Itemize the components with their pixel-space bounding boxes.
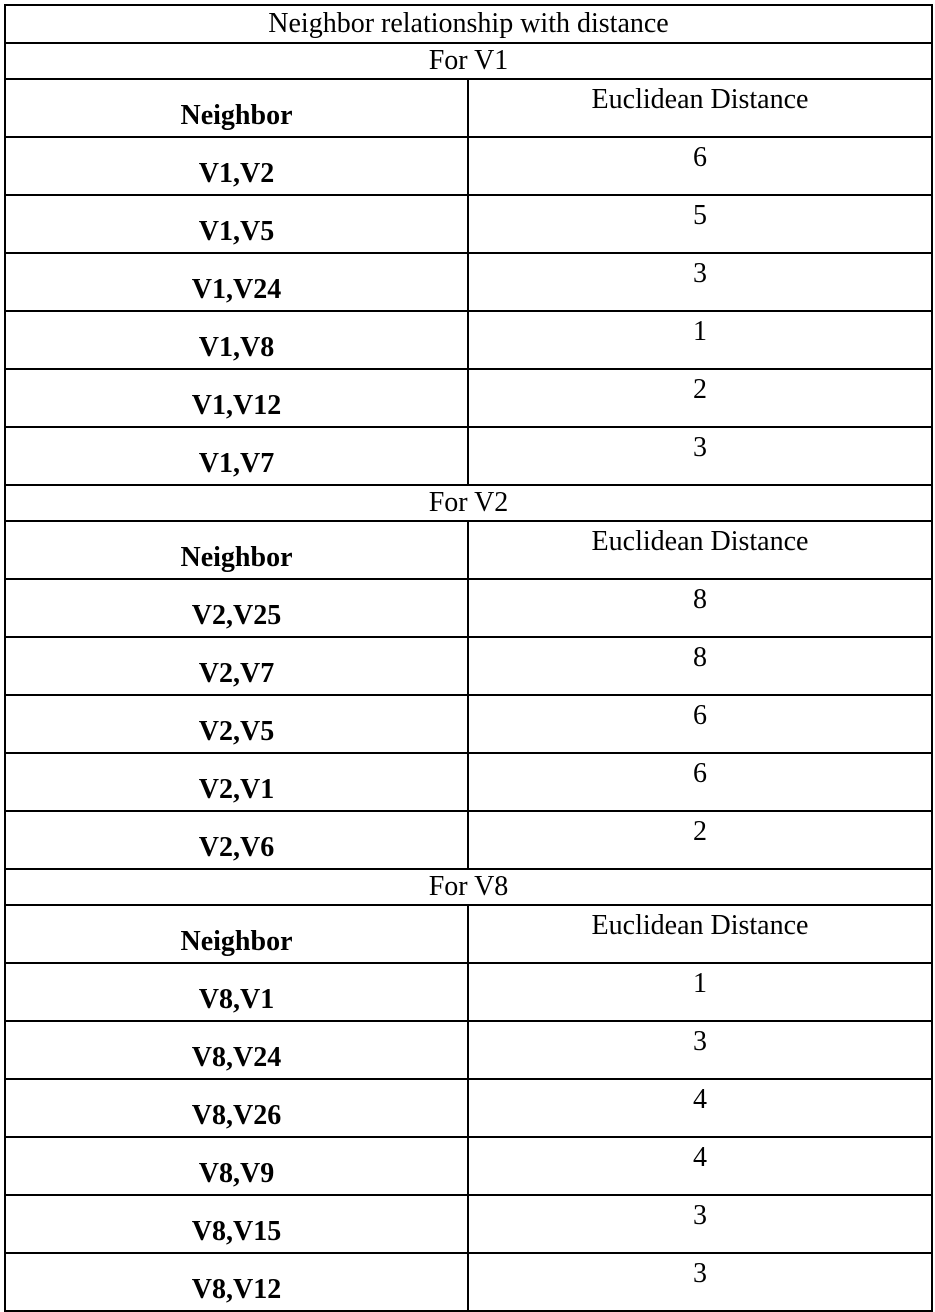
table-row: [5, 311, 932, 369]
distance-value-cell: 6: [468, 753, 932, 811]
section-row: [5, 869, 932, 905]
column-header-row: [5, 521, 932, 579]
distance-value-cell: 8: [468, 579, 932, 637]
neighbor-pair-cell: V8,V1: [5, 963, 468, 1021]
distance-value-cell: 4: [468, 1137, 932, 1195]
neighbor-pair-cell: V8,V24: [5, 1021, 468, 1079]
distance-value-cell: 2: [468, 369, 932, 427]
table-row: [5, 637, 932, 695]
neighbor-pair-cell: V2,V7: [5, 637, 468, 695]
distance-value-cell: 3: [468, 1021, 932, 1079]
neighbor-pair-cell: V8,V9: [5, 1137, 468, 1195]
distance-value-cell: 1: [468, 963, 932, 1021]
section-label: For V1: [5, 43, 932, 79]
section-label: For V8: [5, 869, 932, 905]
neighbor-pair-cell: V1,V2: [5, 137, 468, 195]
distance-value-cell: 2: [468, 811, 932, 869]
column-header-row: [5, 79, 932, 137]
table-row: [5, 195, 932, 253]
distance-value-cell: 3: [468, 253, 932, 311]
distance-value-cell: 1: [468, 311, 932, 369]
section-row: [5, 485, 932, 521]
distance-value-cell: 3: [468, 1253, 932, 1311]
distance-column-header: Euclidean Distance: [468, 79, 932, 137]
neighbor-pair-cell: V2,V5: [5, 695, 468, 753]
distance-column-header: Euclidean Distance: [468, 905, 932, 963]
neighbor-pair-cell: V8,V26: [5, 1079, 468, 1137]
neighbor-pair-cell: V2,V1: [5, 753, 468, 811]
neighbor-pair-cell: V1,V24: [5, 253, 468, 311]
table-title: Neighbor relationship with distance: [5, 5, 932, 43]
table-row: [5, 695, 932, 753]
neighbor-column-header: Neighbor: [5, 905, 468, 963]
table-row: [5, 1195, 932, 1253]
table-row: [5, 811, 932, 869]
neighbor-pair-cell: V8,V12: [5, 1253, 468, 1311]
distance-value-cell: 6: [468, 695, 932, 753]
neighbor-pair-cell: V1,V5: [5, 195, 468, 253]
neighbor-pair-cell: V1,V8: [5, 311, 468, 369]
neighbor-column-header: Neighbor: [5, 521, 468, 579]
table-row: [5, 369, 932, 427]
table-row: [5, 963, 932, 1021]
table-row: [5, 1079, 932, 1137]
table-row: [5, 579, 932, 637]
table-body: [5, 5, 932, 1311]
distance-column-header: Euclidean Distance: [468, 521, 932, 579]
distance-value-cell: 3: [468, 1195, 932, 1253]
section-label: For V2: [5, 485, 932, 521]
table-row: [5, 253, 932, 311]
distance-value-cell: 4: [468, 1079, 932, 1137]
table-row: [5, 753, 932, 811]
table-row: [5, 427, 932, 485]
table-row: [5, 1253, 932, 1311]
distance-value-cell: 8: [468, 637, 932, 695]
table-row: [5, 137, 932, 195]
distance-value-cell: 3: [468, 427, 932, 485]
distance-value-cell: 5: [468, 195, 932, 253]
title-row: [5, 5, 932, 43]
neighbor-distance-table: [4, 4, 933, 1312]
neighbor-pair-cell: V1,V12: [5, 369, 468, 427]
neighbor-pair-cell: V2,V25: [5, 579, 468, 637]
table-row: [5, 1021, 932, 1079]
neighbor-pair-cell: V2,V6: [5, 811, 468, 869]
column-header-row: [5, 905, 932, 963]
neighbor-pair-cell: V1,V7: [5, 427, 468, 485]
neighbor-pair-cell: V8,V15: [5, 1195, 468, 1253]
table-row: [5, 1137, 932, 1195]
distance-value-cell: 6: [468, 137, 932, 195]
neighbor-column-header: Neighbor: [5, 79, 468, 137]
section-row: [5, 43, 932, 79]
